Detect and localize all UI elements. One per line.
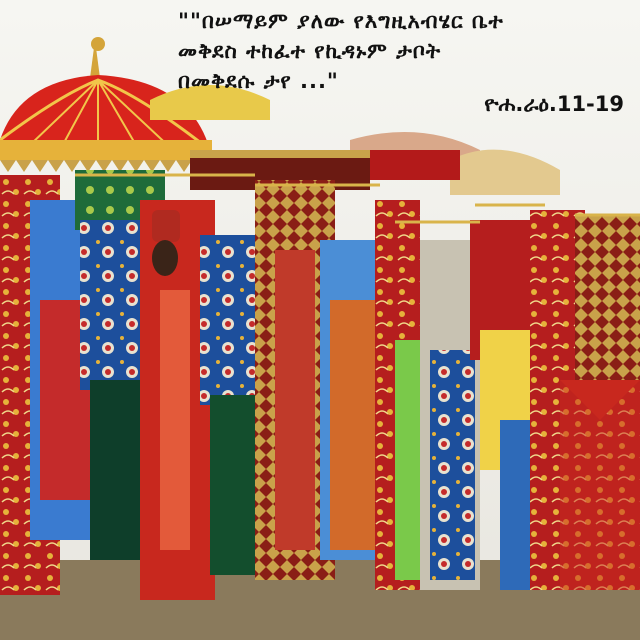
quote-text: ""በሠማይም ያለው የእግዚአብሄር ቤተ መቅደስ ተከፈተ የኪዳኑም ታቦት በመቅደሱ ታየ ..." [178, 9, 504, 93]
scripture-reference: ዮሐ.ራዕ.11-19 [484, 92, 624, 116]
vestments [0, 170, 640, 600]
